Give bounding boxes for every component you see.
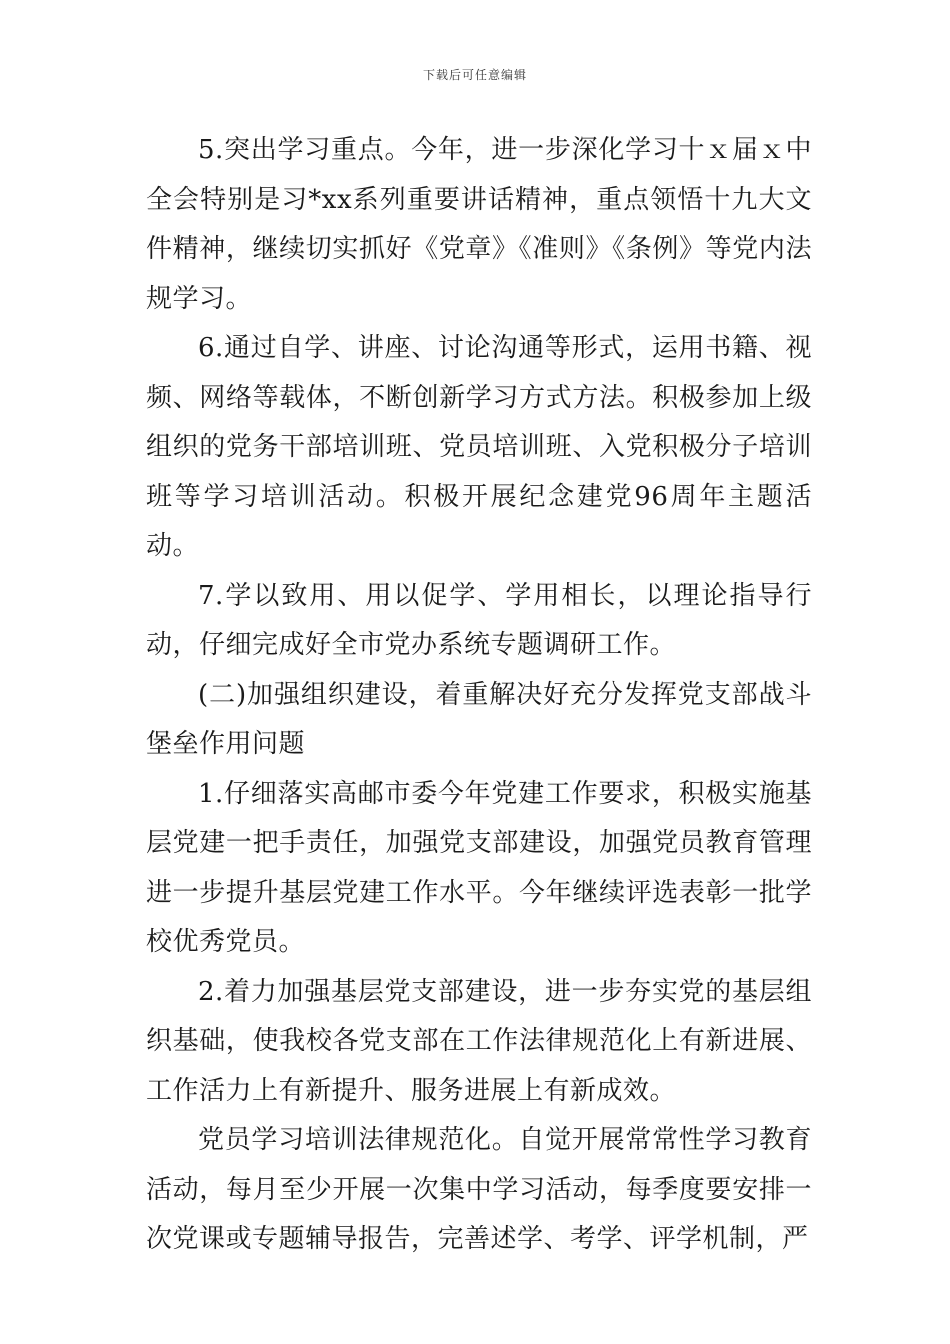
paragraph-study-methods: 6.通过自学、讲座、讨论沟通等形式，运用书籍、视频、网络等载体，不断创新学习方式方法。积极参加上级组织的党务干部培训班、党员培训班、入党积极分子培训班等学习培训活动。积极开展纪念建党96周年主题活动。 [146,333,812,561]
document-body [146,126,812,1265]
paragraph-study-focus: 5.突出学习重点。今年，进一步深化学习十ｘ届ｘ中全会特别是习*xx系列重要讲话精神，重点领悟十九大文件精神，继续切实抓好《党章》《准则》《条例》等党内法规学习。 [146,135,812,314]
paragraph-branch-building: 2.着力加强基层党支部建设，进一步夯实党的基层组织基础，使我校各党支部在工作法律规范化上有新进展、工作活力上有新提升、服务进展上有新成效。 [146,976,812,1106]
paragraph-implement-requirements: 1.仔细落实高邮市委今年党建工作要求，积极实施基层党建一把手责任，加强党支部建设，加强党员教育管理进一步提升基层党建工作水平。今年继续评选表彰一批学校优秀党员。 [146,778,812,957]
page-header: 下载后可任意编辑 [422,68,527,82]
section-heading-organization: (二)加强组织建设，着重解决好充分发挥党支部战斗堡垒作用问题 [146,679,812,759]
paragraph-member-training: 党员学习培训法律规范化。自觉开展常常性学习教育活动，每月至少开展一次集中学习活动，每季度要安排一次党课或专题辅导报告，完善述学、考学、评学机制，严 [146,1125,812,1254]
paragraph-apply-learning: 7.学以致用、用以促学、学用相长，以理论指导行动，仔细完成好全市党办系统专题调研工作。 [146,580,812,660]
